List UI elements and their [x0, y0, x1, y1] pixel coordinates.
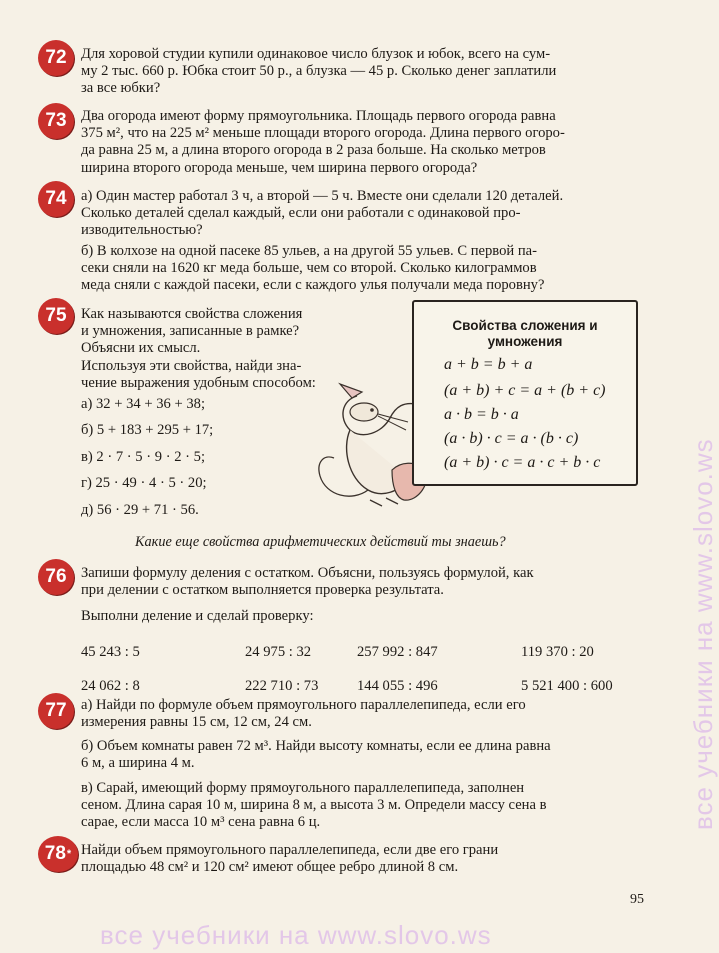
- problem-number-badge-76: 76: [38, 559, 74, 595]
- page-number: 95: [630, 892, 644, 907]
- division-item: 257 992 : 847: [357, 643, 438, 660]
- formula-associative-addition: (a + b) + c = a + (b + c): [444, 382, 606, 399]
- problem-78-text: Найди объем прямоугольного параллелепипеда, если две его грани площадью 48 см² и 120 см² имеют общее ребро длиной 8 см.: [81, 842, 499, 876]
- problem-74b-text: б) В колхозе на одной пасеке 85 ульев, а на другой 55 ульев. С первой па- секи сняли на 1620 кг меда больше, чем со второй. Сколько килограммов меда сняли с каждой пасеки, если с каждого улья получали меда поровну?: [81, 243, 545, 294]
- formula-associative-multiplication: (a · b) · c = a · (b · c): [444, 430, 579, 447]
- problem-77a-text: а) Найди по формуле объем прямоугольного параллелепипеда, если его измерения равны 15 см, 12 см, 24 см.: [81, 697, 526, 731]
- problem-77b-text: б) Объем комнаты равен 72 м³. Найди высоту комнаты, если ее длина равна 6 м, а ширина 4 м.: [81, 738, 551, 772]
- formula-commutative-addition: a + b = b + a: [444, 356, 533, 373]
- division-row: [81, 635, 651, 669]
- problem-number-badge-73: 73: [38, 103, 74, 139]
- division-exercises: [81, 635, 651, 703]
- board-title: Свойства сложения и умножения: [452, 318, 598, 349]
- problem-76-task: Выполни деление и сделай проверку:: [81, 608, 314, 624]
- problem-75-item-d: г) 25 · 49 · 4 · 5 · 20;: [81, 475, 207, 491]
- problem-72-text: Для хоровой студии купили одинаковое число блузок и юбок, всего на сум- му 2 тыс. 660 р. Юбка стоит 50 р., а блузка — 45 р. Сколько денег заплатили за все юбки?: [81, 46, 557, 97]
- problem-number-badge-72: 72: [38, 40, 74, 76]
- problem-77c-text: в) Сарай, имеющий форму прямоугольного параллелепипеда, заполнен сеном. Длина сарая 10 м, ширина 8 м, а высота 3 м. Определи массу сена в сарае, если масса 10 м³ сена равна 6 ц.: [81, 780, 547, 831]
- problem-number-badge-78: 78 *: [38, 836, 78, 872]
- problem-number-badge-75: 75: [38, 298, 74, 334]
- problem-75-item-c: в) 2 · 7 · 5 · 9 · 2 · 5;: [81, 449, 206, 465]
- problem-75-item-a: а) 32 + 34 + 36 + 38;: [81, 396, 205, 412]
- problem-75-text: Как называются свойства сложения и умножения, записанные в рамке? Объясни их смысл. Используя эти свойства, найди зна- чение выражения удобным способом:: [81, 306, 316, 391]
- problem-number-badge-77: 77: [38, 693, 74, 729]
- problem-76-text: Запиши формулу деления с остатком. Объясни, пользуясь формулой, как при делении с остатком выполняется проверка результата.: [81, 565, 534, 599]
- properties-board: [412, 300, 638, 486]
- problem-73-text: Два огорода имеют форму прямоугольника. Площадь первого огорода равна 375 м², что на 225 м² меньше площади второго огорода. Длина первого огоро- да равна 25 м, а длина второго огорода в 2 раза больше. На сколько метров ширина второго огорода меньше, чем ширина первого огорода?: [81, 108, 565, 176]
- division-item: 119 370 : 20: [521, 643, 594, 660]
- division-item: 24 062 : 8: [81, 677, 140, 694]
- watermark-bottom: все учебники на www.slovo.ws: [100, 920, 492, 950]
- problem-75-item-b: б) 5 + 183 + 295 + 17;: [81, 422, 214, 438]
- problem-75-question: Какие еще свойства арифметических действий ты знаешь?: [135, 534, 506, 550]
- division-item: 222 710 : 73: [245, 677, 319, 694]
- formula-commutative-multiplication: a · b = b · a: [444, 406, 519, 423]
- problem-75-item-e: д) 56 · 29 + 71 · 56.: [81, 502, 199, 518]
- watermark-side: все учебники на www.slovo.ws: [688, 438, 718, 830]
- division-item: 24 975 : 32: [245, 643, 312, 660]
- division-item: 144 055 : 496: [357, 677, 438, 694]
- problem-number-badge-74: 74: [38, 181, 74, 217]
- formula-distributive: (a + b) · c = a · c + b · c: [444, 454, 601, 471]
- problem-74a-text: а) Один мастер работал 3 ч, а второй — 5 ч. Вместе они сделали 120 деталей. Сколько деталей сделал каждый, если они работали с одинаковой про- изводительностью?: [81, 188, 564, 239]
- division-item: 45 243 : 5: [81, 643, 140, 660]
- division-item: 5 521 400 : 600: [521, 677, 613, 694]
